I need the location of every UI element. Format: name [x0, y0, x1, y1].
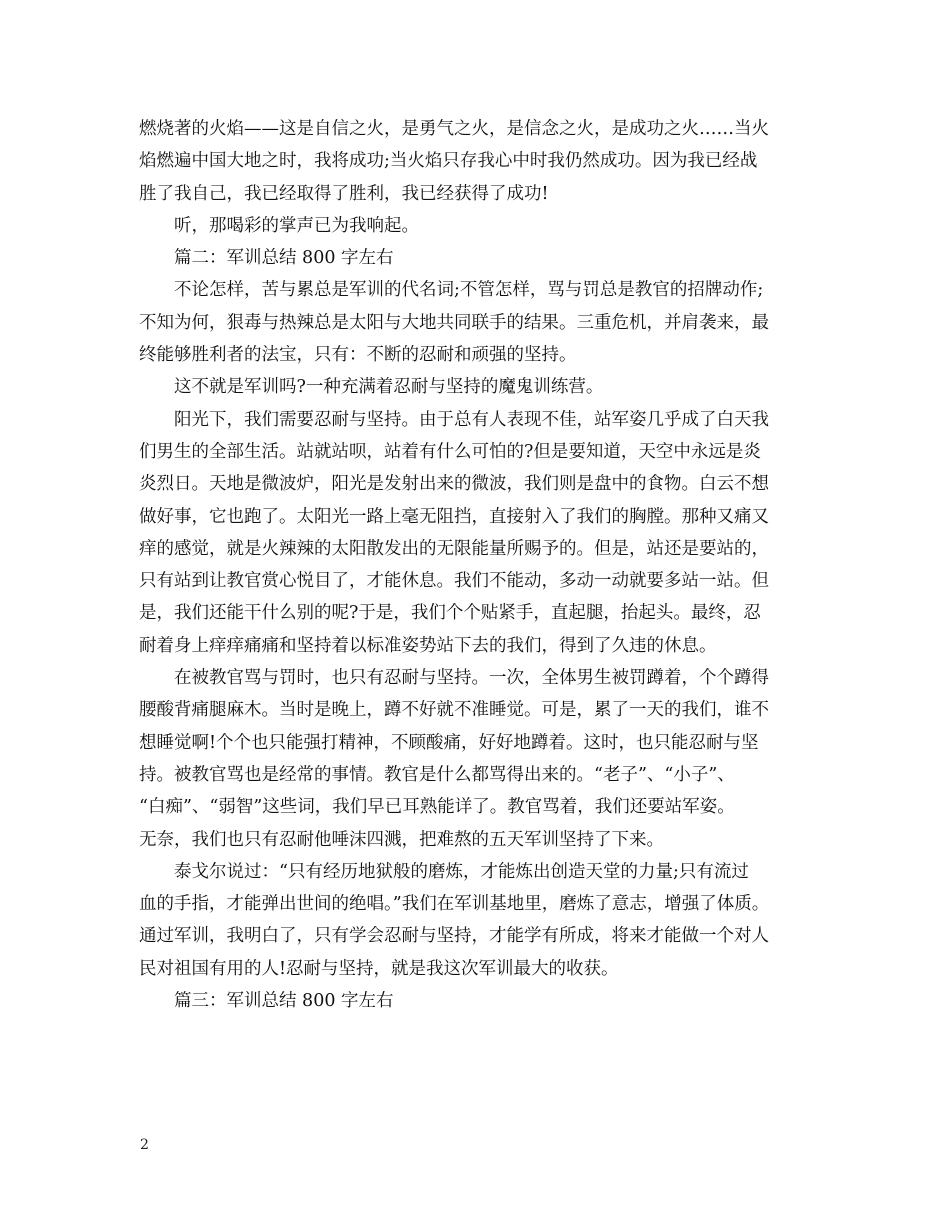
text-line: 无奈，我们也只有忍耐他唾沫四溅，把难熬的五天军训坚持了下来。 — [139, 829, 664, 850]
text-line: 这不就是军训吗?一种充满着忍耐与坚持的魔鬼训练营。 — [174, 377, 604, 398]
text-line: 们男生的全部生活。站就站呗，站着有什么可怕的?但是要知道，天空中永远是炎 — [139, 441, 761, 462]
text-line: 篇三：军训总结 800 字左右 — [174, 991, 394, 1012]
text-line: 焰燃遍中国大地之时，我将成功;当火焰只存我心中时我仍然成功。因为我已经战 — [139, 151, 758, 172]
text-line: 耐着身上痒痒痛痛和坚持着以标准姿势站下去的我们，得到了久违的休息。 — [139, 635, 717, 656]
text-line: 血的手指，才能弹出世间的绝唱。”我们在军训基地里，磨炼了意志，增强了体质。 — [139, 894, 770, 915]
text-line: 通过军训，我明白了，只有学会忍耐与坚持，才能学有所成，将来才能做一个对人 — [139, 926, 769, 947]
text-line: 在被教官骂与罚时，也只有忍耐与坚持。一次，全体男生被罚蹲着，个个蹲得 — [174, 668, 769, 689]
text-line: 持。被教官骂也是经常的事情。教官是什么都骂得出来的。“老子”、“小子”、 — [139, 764, 735, 785]
text-line: “白痴”、“弱智”这些词，我们早已耳熟能详了。教官骂着，我们还要站军姿。 — [139, 797, 735, 818]
text-line: 篇二：军训总结 800 字左右 — [174, 248, 394, 269]
text-line: 炎烈日。天地是微波炉，阳光是发射出来的微波，我们则是盘中的食物。白云不想 — [139, 474, 769, 495]
text-line: 只有站到让教官赏心悦目了，才能休息。我们不能动，多动一动就要多站一站。但 — [139, 571, 769, 592]
text-line: 不论怎样，苦与累总是军训的代名词;不管怎样，骂与罚总是教官的招牌动作; — [174, 280, 764, 301]
text-line: 做好事，它也跑了。太阳光一路上毫无阻挡，直接射入了我们的胸膛。那种又痛又 — [139, 506, 769, 527]
text-line: 阳光下，我们需要忍耐与坚持。由于总有人表现不佳，站军姿几乎成了白天我 — [174, 409, 769, 430]
text-line: 不知为何，狠毒与热辣总是太阳与大地共同联手的结果。三重危机，并肩袭来，最 — [139, 312, 769, 333]
text-line: 胜了我自己，我已经取得了胜利，我已经获得了成功! — [139, 183, 549, 204]
text-line: 听，那喝彩的掌声已为我响起。 — [174, 215, 419, 236]
text-line: 痒的感觉，就是火辣辣的太阳散发出的无限能量所赐予的。但是，站还是要站的， — [139, 538, 769, 559]
text-line: 终能够胜利者的法宝，只有：不断的忍耐和顽强的坚持。 — [139, 345, 577, 366]
text-line: 燃烧著的火焰——这是自信之火，是勇气之火，是信念之火，是成功之火……当火 — [139, 119, 769, 139]
text-line: 是，我们还能干什么别的呢?于是，我们个个贴紧手，直起腿，抬起头。最终，忍 — [139, 603, 761, 624]
text-line: 民对祖国有用的人!忍耐与坚持，就是我这次军训最大的收获。 — [139, 958, 619, 979]
text-line: 泰戈尔说过：“只有经历地狱般的磨炼，才能炼出创造天堂的力量;只有流过 — [174, 861, 749, 882]
document-body — [139, 113, 811, 1017]
text-line: 想睡觉啊!个个也只能强打精神，不顾酸痛，好好地蹲着。这时，也只能忍耐与坚 — [139, 732, 759, 753]
page-number: 2 — [140, 1137, 149, 1153]
text-line: 腰酸背痛腿麻木。当时是晚上，蹲不好就不准睡觉。可是，累了一天的我们，谁不 — [139, 700, 769, 721]
